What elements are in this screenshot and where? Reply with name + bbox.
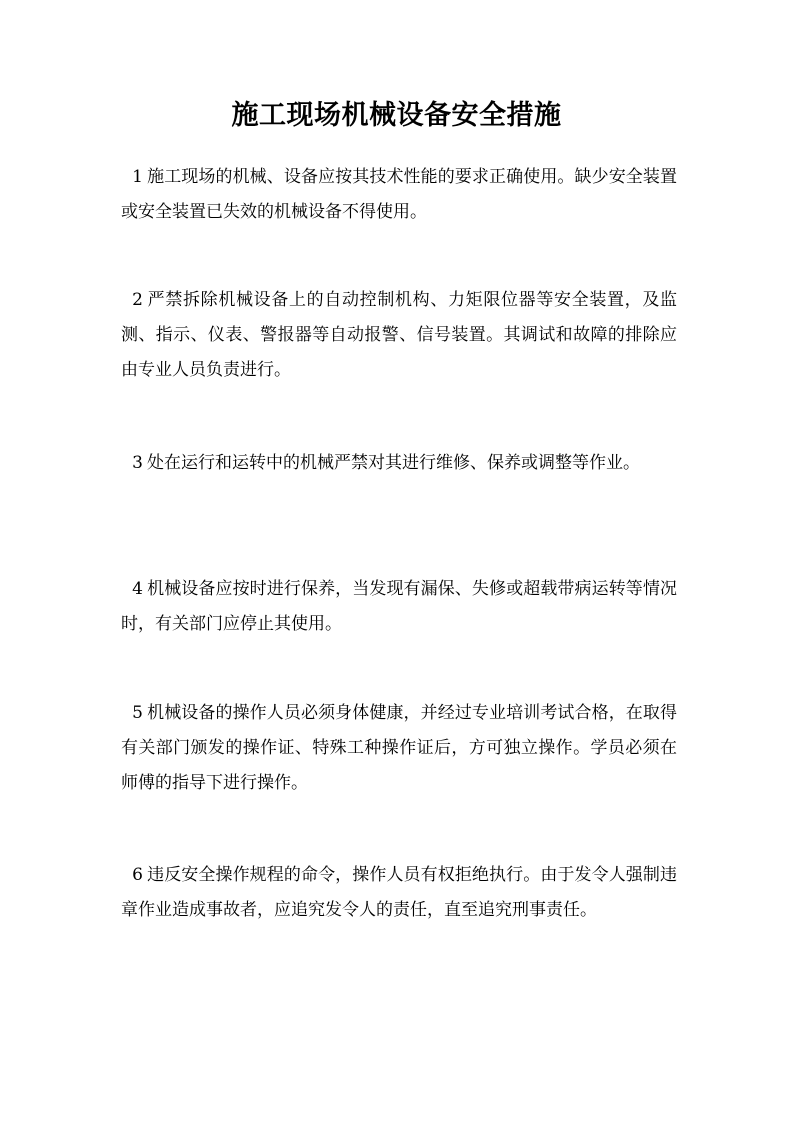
clause-number: 1 [132, 167, 143, 187]
clause-text: 施工现场的机械、设备应按其技术性能的要求正确使用。缺少安全装置或安全装置已失效的机械设备不得使用。 [121, 167, 677, 222]
clause-number: 6 [132, 865, 143, 885]
clause-number: 2 [132, 290, 143, 310]
clause-text: 机械设备应按时进行保养，当发现有漏保、失修或超载带病运转等情况时，有关部门应停止其使用。 [121, 579, 677, 634]
clause-1 [121, 160, 677, 230]
clause-text: 违反安全操作规程的命令，操作人员有权拒绝执行。由于发令人强制违章作业造成事故者，应追究发令人的责任，直至追究刑事责任。 [121, 865, 677, 920]
clause-text: 机械设备的操作人员必须身体健康，并经过专业培训考试合格，在取得有关部门颁发的操作证、特殊工种操作证后，方可独立操作。学员必须在师傅的指导下进行操作。 [121, 703, 677, 793]
clause-number: 5 [132, 703, 143, 723]
clause-number: 3 [132, 453, 143, 473]
clause-number: 4 [132, 579, 143, 599]
clause-4 [121, 572, 677, 642]
document-title: 施工现场机械设备安全措施 [231, 100, 562, 131]
clause-5 [121, 696, 677, 801]
clause-2 [121, 283, 677, 388]
clause-3 [121, 446, 677, 481]
clause-6 [121, 858, 677, 928]
clause-text: 处在运行和运转中的机械严禁对其进行维修、保养或调整等作业。 [147, 453, 640, 473]
clause-text: 严禁拆除机械设备上的自动控制机构、力矩限位器等安全装置，及监测、指示、仪表、警报器等自动报警、信号装置。其调试和故障的排除应由专业人员负责进行。 [121, 290, 677, 380]
